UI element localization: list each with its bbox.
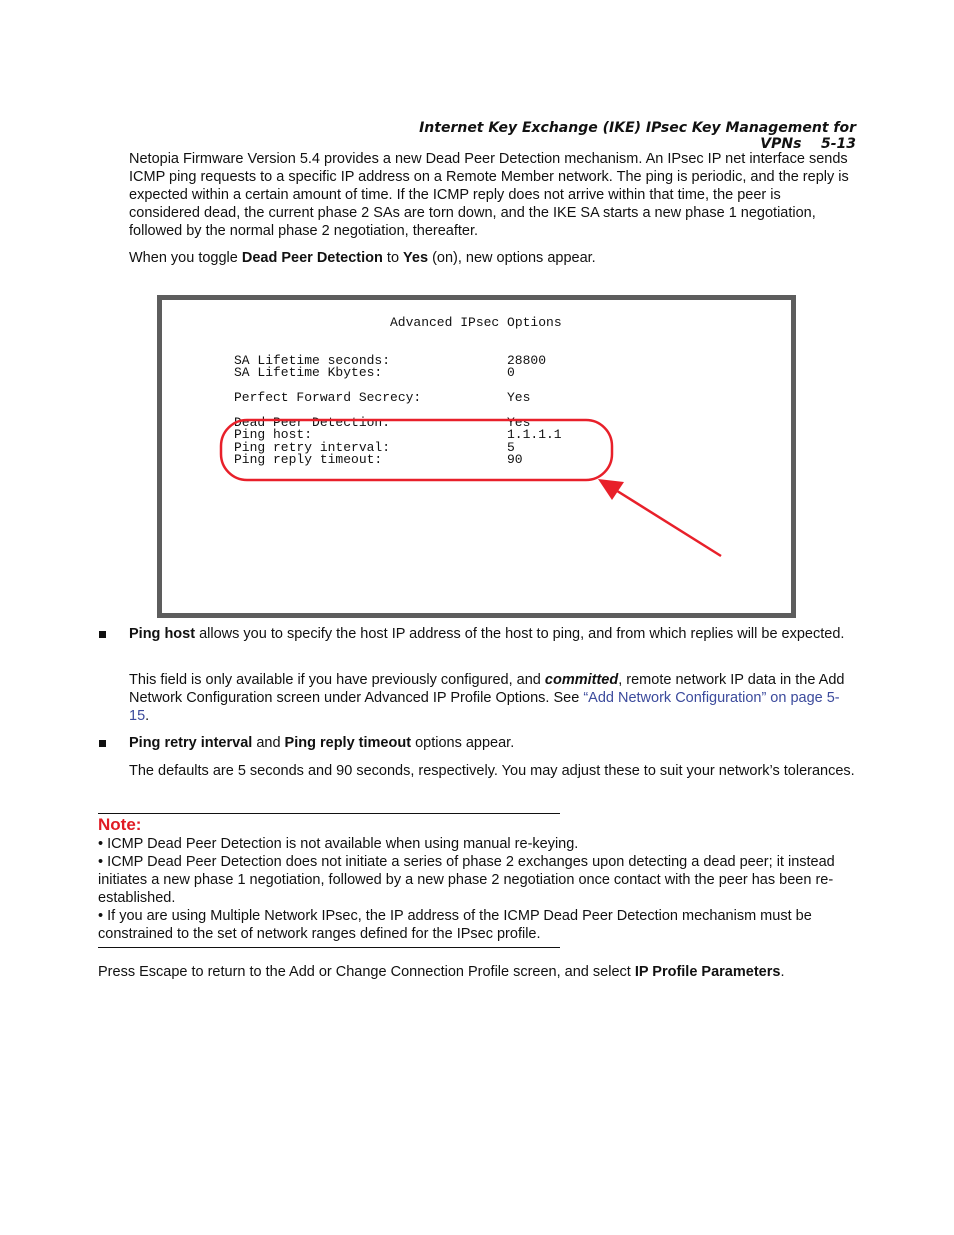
- bullet-square-icon: [99, 631, 106, 638]
- row-ping-host-label: Ping host:: [234, 427, 313, 442]
- row-pfs-label: Perfect Forward Secrecy:: [234, 390, 422, 405]
- toggle-prefix: When you toggle: [129, 250, 242, 266]
- bullet-ping-host-text: allows you to specify the host IP address of the host to ping, and from which replies will be expected.: [195, 626, 845, 642]
- row-sa-lifetime-seconds-label: SA Lifetime seconds:: [234, 353, 391, 368]
- row-pfs-value: Yes: [507, 390, 531, 405]
- detail-end: .: [145, 708, 150, 724]
- cross-reference-link[interactable]: “Add Network Configuration” on page 5-15: [129, 690, 840, 724]
- row-sa-lifetime-kbytes-value: 0: [507, 365, 515, 380]
- toggle-value: Yes: [403, 250, 429, 266]
- terminal-title: Advanced IPsec Options: [390, 315, 562, 330]
- row-ping-retry-label: Ping retry interval:: [234, 440, 391, 455]
- bullet-and: and: [252, 735, 285, 751]
- running-title: Internet Key Exchange (IKE) IPsec Key Management for VPNs: [419, 120, 856, 152]
- detail-committed: committed: [544, 672, 619, 688]
- highlight-arrow-head: [598, 479, 624, 500]
- row-ping-reply-label: Ping reply timeout:: [234, 452, 383, 467]
- note-title: Note:: [98, 815, 142, 834]
- bullet-ping-retry: [129, 734, 855, 752]
- bullet-ping-host-term: Ping host: [129, 626, 196, 642]
- row-ping-retry-value: 5: [507, 440, 515, 455]
- closing-paragraph: [98, 963, 856, 981]
- bullet-ping-reply-term: Ping reply timeout: [284, 735, 412, 751]
- detail-prefix: This field is only available if you have previously configured, and: [129, 672, 545, 688]
- toggle-suffix: (on), new options appear.: [428, 250, 596, 266]
- row-sa-lifetime-seconds-value: 28800: [507, 353, 547, 368]
- highlight-arrow-shaft: [614, 489, 721, 556]
- closing-bold: IP Profile Parameters: [634, 964, 781, 980]
- intro-paragraph: Netopia Firmware Version 5.4 provides a new Dead Peer Detection mechanism. An IPsec IP net interface sends ICMP ping requests to a specific IP address on a Remote Member network. The ping is periodic, and the reply is expected within a certain amount of time. If the ICMP reply does not arrive within that time, the peer is considered dead, the current phase 2 SAs are torn down, and the IKE SA starts a new phase 1 negotiation, followed by the normal phase 2 negotiation, thereafter.: [129, 151, 849, 239]
- page-number: 5-13: [820, 136, 856, 152]
- row-sa-lifetime-kbytes-label: SA Lifetime Kbytes:: [234, 365, 383, 380]
- closing-suffix: .: [780, 964, 785, 980]
- bullet-ping-host: [129, 625, 855, 643]
- note-bottom-rule: [98, 947, 560, 948]
- toggle-field: Dead Peer Detection: [241, 250, 383, 266]
- closing-prefix: Press Escape to return to the Add or Change Connection Profile screen, and select: [98, 964, 635, 980]
- note-line-2: • ICMP Dead Peer Detection does not initiate a series of phase 2 exchanges upon detecting a dead peer; it instead initiates a new phase 1 negotiation, followed by a new phase 2 negotiation once contact with the peer has been re-established.: [98, 854, 835, 906]
- bullet-defaults-detail: The defaults are 5 seconds and 90 seconds, respectively. You may adjust these to suit your network’s tolerances.: [129, 763, 855, 779]
- row-ping-reply-value: 90: [507, 452, 523, 467]
- note-line-3: • If you are using Multiple Network IPsec, the IP address of the ICMP Dead Peer Detection mechanism must be constrained to the set of network ranges defined for the IPsec profile.: [98, 908, 812, 942]
- note-top-rule: [98, 813, 560, 814]
- row-dpd-value: Yes: [507, 415, 531, 430]
- bullet-ping-retry-text: options appear.: [411, 735, 515, 751]
- row-ping-host-value: 1.1.1.1: [507, 427, 562, 442]
- note-line-1: • ICMP Dead Peer Detection is not available when using manual re-keying.: [98, 836, 579, 852]
- toggle-to: to: [382, 250, 404, 266]
- row-dpd-label: Dead Peer Detection:: [234, 415, 391, 430]
- detail-mid: , remote network IP data in the Add Network Configuration screen under Advanced IP Profile Options. See: [129, 672, 845, 706]
- bullet-ping-host-detail: [129, 671, 855, 725]
- highlight-oval: [221, 420, 612, 480]
- bullet-ping-retry-term: Ping retry interval: [129, 735, 253, 751]
- bullet-square-icon: [99, 740, 106, 747]
